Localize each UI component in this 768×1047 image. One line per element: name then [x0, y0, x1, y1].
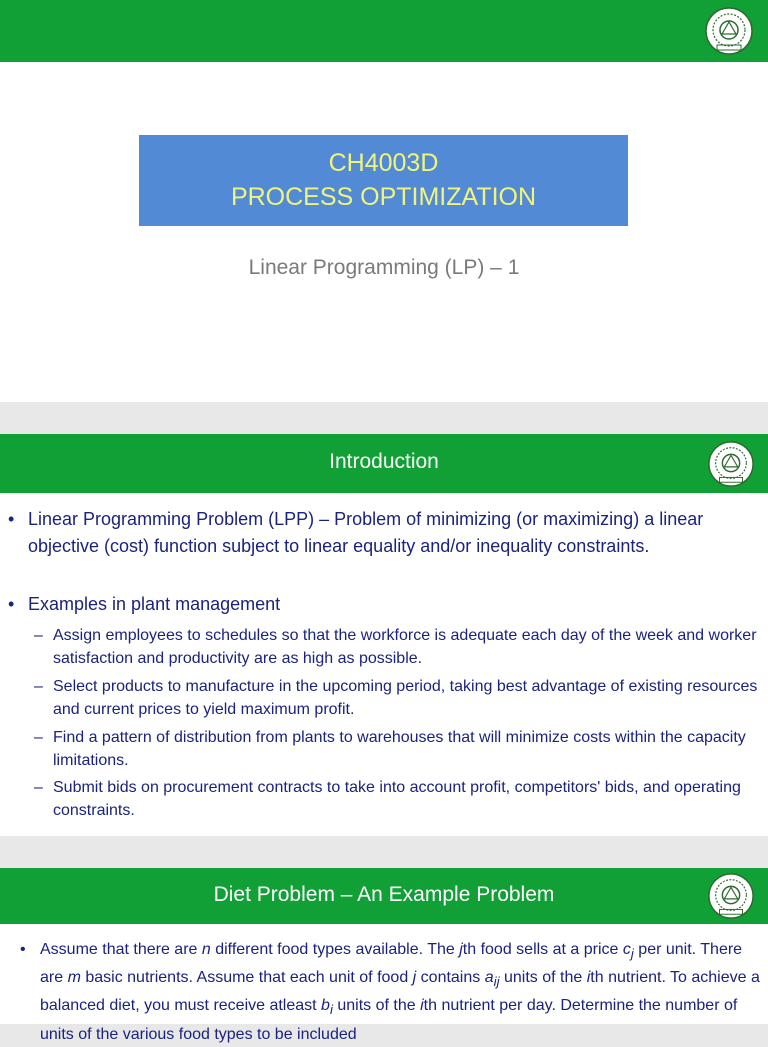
bullet-icon: •	[8, 509, 15, 529]
slide-introduction: Introduction • Linear Programming Problem (LPP) – Problem of minimizing (or maximizing) a linear objective (cost) function subject to linear equality and/or inequality constraints. • Examples in plant management – Assign employees to schedules so that the workforce is adequate each day of the week and worker satisfaction and productivity are as high as possible. – Select products to manufacture in the upcoming period, taking best advantage of existing resources and current prices to yield maximum profit. – Find a pattern of distribution from plants to warehouses that will minimize costs within the capacity limitations. – Submit bids on procurement contracts to take into account profit, competitors' bids, and operating constraints.	[0, 434, 768, 836]
slide-title: Introduction	[329, 450, 439, 473]
dash-icon: –	[34, 627, 43, 644]
dash-icon: –	[34, 729, 43, 746]
course-code: CH4003D	[328, 149, 439, 177]
course-name: PROCESS OPTIMIZATION	[230, 183, 537, 211]
dash-icon: –	[34, 678, 43, 695]
bullet-icon: •	[20, 941, 26, 958]
slide-title: Diet Problem – An Example Problem	[213, 883, 555, 906]
dash-icon: –	[34, 779, 43, 796]
institute-logo-icon	[704, 6, 754, 56]
institute-logo-icon	[707, 872, 755, 920]
header-bar	[0, 0, 768, 62]
bullet-icon: •	[8, 594, 15, 614]
lecture-subtitle: Linear Programming (LP) – 1	[248, 256, 520, 279]
institute-logo-icon	[707, 440, 755, 488]
diet-problem-paragraph: Assume that there are n different food types available. The jth food sells at a price $c_j$ per unit. There are m basic nutrients. Assume that each unit of food j contains $a_{ij}$ units of the ith nutrient. To achieve a balanced diet, you must receive atleast $b_i$ units of the ith nutrient per day. Determine the number of units of the various food types to be included	[40, 941, 760, 1043]
slide-title	[0, 0, 768, 402]
slide-diet-problem	[0, 868, 768, 1043]
course-title-box	[139, 135, 628, 226]
